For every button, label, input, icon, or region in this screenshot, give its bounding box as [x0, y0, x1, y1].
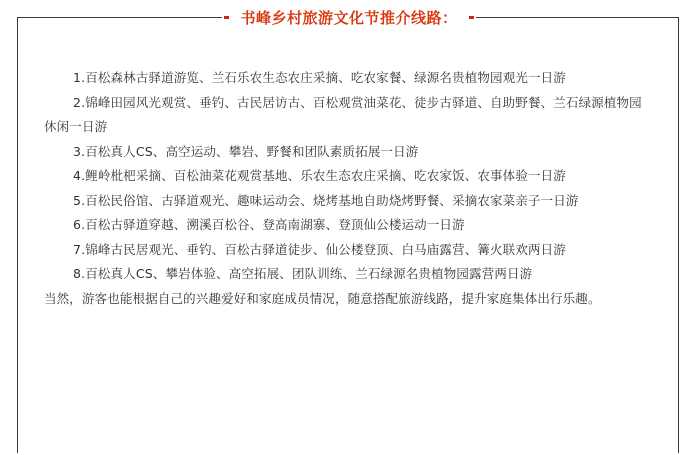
route-item-2: 2.锦峰田园风光观赏、垂钓、古民居访古、百松观赏油菜花、徒步古驿道、自助野餐、兰石绿源植物园休闲一日游: [44, 94, 642, 134]
route-item-6: 6.百松古驿道穿越、溯溪百松谷、登高南湖寨、登顶仙公楼运动一日游: [73, 217, 465, 232]
route-item-7: 7.锦峰古民居观光、垂钓、百松古驿道徒步、仙公楼登顶、白马庙露营、篝火联欢两日游: [73, 241, 566, 257]
route-item-1: 1.百松森林古驿道游览、兰石乐农生态农庄采摘、吃农家餐、绿源名贵植物园观光一日游: [73, 70, 566, 85]
route-item-8: 8.百松真人CS、攀岩体验、高空拓展、团队训练、兰石绿源名贵植物园露营两日游: [73, 266, 533, 281]
title-right-mark: [469, 16, 474, 19]
closing-paragraph: 当然，游客也能根据自己的兴趣爱好和家庭成员情况，随意搭配旅游线路，提升家庭集体出行乐趣。: [44, 290, 601, 306]
title-bar: [222, 7, 475, 28]
title-header: [0, 6, 698, 28]
route-item-5: 5.百松民俗馆、古驿道观光、趣味运动会、烧烤基地自助烧烤野餐、采摘农家菜亲子一日游: [73, 192, 579, 208]
page-title: 书峰乡村旅游文化节推介线路：: [240, 8, 458, 27]
route-item-4: 4.鲤岭枇杷采摘、百松油菜花观赏基地、乐农生态农庄采摘、吃农家饭、农事体验一日游: [73, 168, 566, 183]
route-item-3: 3.百松真人CS、高空运动、攀岩、野餐和团队素质拓展一日游: [73, 143, 419, 159]
route-list: [44, 66, 652, 311]
